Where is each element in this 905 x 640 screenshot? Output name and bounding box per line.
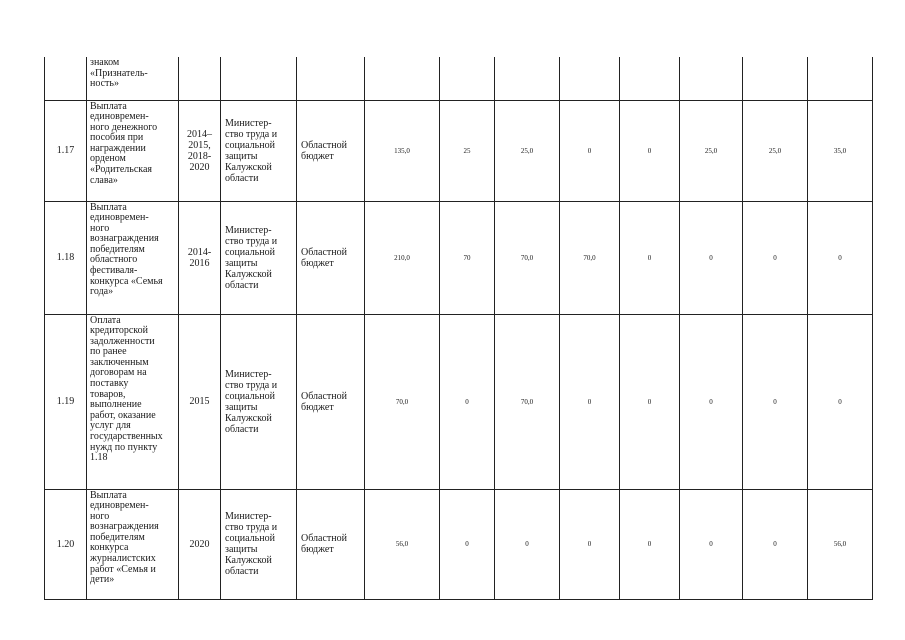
row-years [179, 57, 221, 100]
value-year-5: 0 [680, 314, 743, 489]
row-name: знаком «Признатель- ность» [87, 57, 179, 100]
value-year-2: 25,0 [495, 100, 560, 201]
row-number: 1.18 [45, 201, 87, 314]
row-source [297, 57, 365, 100]
value-total: 70,0 [365, 314, 440, 489]
value-year-2: 0 [495, 489, 560, 599]
row-years: 2020 [179, 489, 221, 599]
value-year-6: 25,0 [743, 100, 808, 201]
value-year-6: 0 [743, 489, 808, 599]
row-executor: Министер- ство труда и социальной защиты Калужской области [221, 201, 297, 314]
value-year-3 [560, 57, 620, 100]
table-row [45, 314, 873, 489]
value-year-7: 0 [808, 201, 873, 314]
row-number [45, 57, 87, 100]
table-row [45, 489, 873, 599]
row-source: Областной бюджет [297, 201, 365, 314]
value-total [365, 57, 440, 100]
row-years: 2014– 2015, 2018- 2020 [179, 100, 221, 201]
value-year-5: 0 [680, 489, 743, 599]
value-year-4: 0 [620, 489, 680, 599]
value-year-1: 25 [440, 100, 495, 201]
value-year-6 [743, 57, 808, 100]
value-year-4: 0 [620, 201, 680, 314]
value-year-1: 0 [440, 314, 495, 489]
value-total: 210,0 [365, 201, 440, 314]
value-total: 135,0 [365, 100, 440, 201]
table-row [45, 57, 873, 100]
value-year-4: 0 [620, 314, 680, 489]
value-year-1: 70 [440, 201, 495, 314]
value-year-1 [440, 57, 495, 100]
row-source: Областной бюджет [297, 489, 365, 599]
value-year-4 [620, 57, 680, 100]
row-years: 2015 [179, 314, 221, 489]
value-year-3: 70,0 [560, 201, 620, 314]
value-year-6: 0 [743, 201, 808, 314]
value-year-7 [808, 57, 873, 100]
value-year-7: 0 [808, 314, 873, 489]
value-year-6: 0 [743, 314, 808, 489]
row-executor: Министер- ство труда и социальной защиты Калужской области [221, 314, 297, 489]
value-year-5: 25,0 [680, 100, 743, 201]
value-year-2 [495, 57, 560, 100]
row-source: Областной бюджет [297, 100, 365, 201]
row-number: 1.17 [45, 100, 87, 201]
value-year-3: 0 [560, 100, 620, 201]
row-executor [221, 57, 297, 100]
row-name: Выплата единовремен- ного денежного пособия при награждении орденом «Родительская слава» [87, 100, 179, 201]
value-year-7: 35,0 [808, 100, 873, 201]
row-source: Областной бюджет [297, 314, 365, 489]
value-year-5 [680, 57, 743, 100]
value-year-2: 70,0 [495, 314, 560, 489]
value-year-7: 56,0 [808, 489, 873, 599]
row-name: Выплата единовремен- ного вознаграждения победителям конкурса журналистских работ «Семья и дети» [87, 489, 179, 599]
value-year-1: 0 [440, 489, 495, 599]
program-budget-table [44, 57, 873, 600]
table-row [45, 201, 873, 314]
row-name: Выплата единовремен- ного вознаграждения победителям областного фестиваля- конкурса «Семья года» [87, 201, 179, 314]
value-year-2: 70,0 [495, 201, 560, 314]
value-total: 56,0 [365, 489, 440, 599]
row-years: 2014- 2016 [179, 201, 221, 314]
row-number: 1.19 [45, 314, 87, 489]
table-row [45, 100, 873, 201]
row-executor: Министер- ство труда и социальной защиты Калужской области [221, 489, 297, 599]
value-year-4: 0 [620, 100, 680, 201]
value-year-3: 0 [560, 489, 620, 599]
value-year-5: 0 [680, 201, 743, 314]
row-number: 1.20 [45, 489, 87, 599]
row-name: Оплата кредиторской задолженности по ранее заключенным договорам на поставку товаров, выполнение работ, оказание услуг для государственных нужд по пункту 1.18 [87, 314, 179, 489]
value-year-3: 0 [560, 314, 620, 489]
row-executor: Министер- ство труда и социальной защиты Калужской области [221, 100, 297, 201]
